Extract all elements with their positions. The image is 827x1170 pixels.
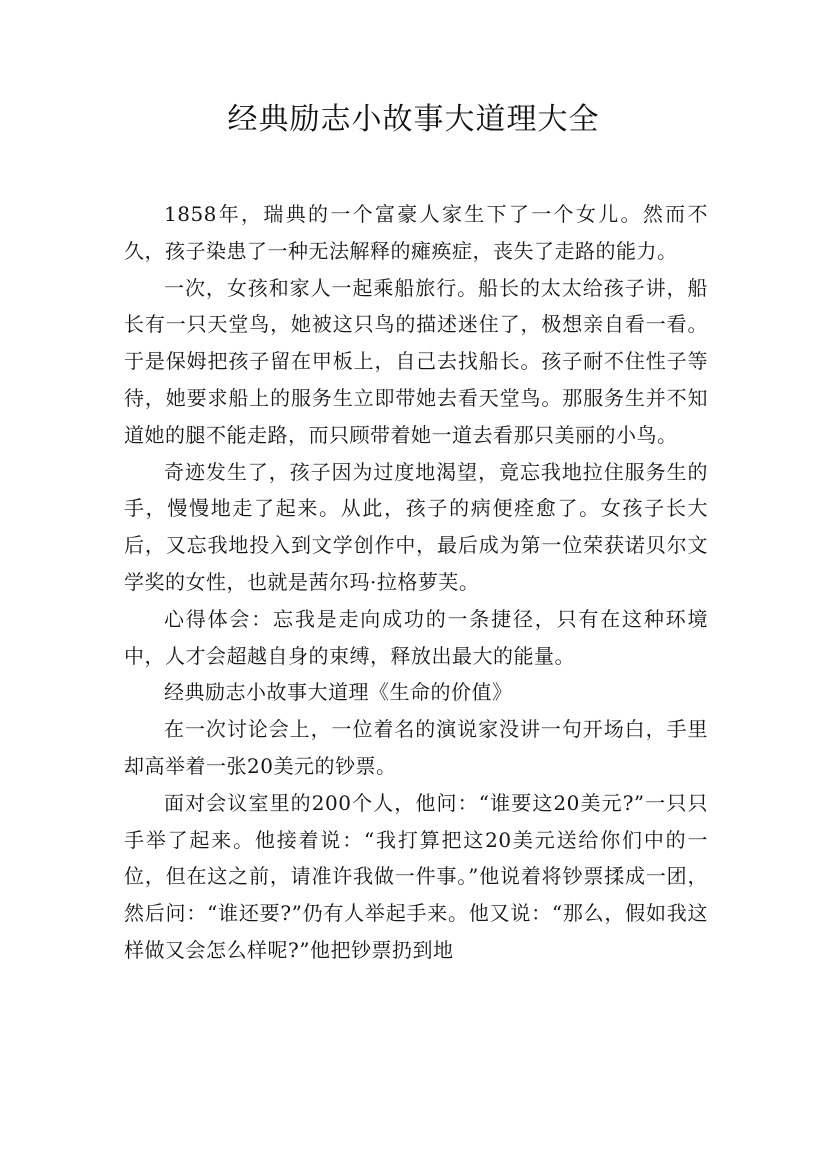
paragraph: 面对会议室里的200个人，他问：“谁要这20美元?”一只只手举了起来。他接着说：“我打算把这20美元送给你们中的一位，但在这之前，请准许我做一件事。”他说着将钞票揉成一团，然后问：“谁还要?”仍有人举起手来。他又说：“那么，假如我这样做又会怎么样呢?”他把钞票扔到地 <box>124 790 708 962</box>
paragraph: 奇迹发生了，孩子因为过度地渴望，竟忘我地拉住服务生的手，慢慢地走了起来。从此，孩子的病便痊愈了。女孩子长大后，又忘我地投入到文学创作中，最后成为第一位荣获诺贝尔文学奖的女性，也就是茜尔玛·拉格萝芙。 <box>124 459 708 594</box>
document-body <box>124 196 708 969</box>
paragraph: 在一次讨论会上，一位着名的演说家没讲一句开场白，手里却高举着一张20美元的钞票。 <box>124 717 708 778</box>
section-heading: 经典励志小故事大道理《生命的价值》 <box>164 680 513 705</box>
paragraph: 一次，女孩和家人一起乘船旅行。船长的太太给孩子讲，船长有一只天堂鸟，她被这只鸟的描述迷住了，极想亲自看一看。于是保姆把孩子留在甲板上，自己去找船长。孩子耐不住性子等待，她要求船上的服务生立即带她去看天堂鸟。那服务生并不知道她的腿不能走路，而只顾带着她一道去看那只美丽的小鸟。 <box>124 275 708 447</box>
page-title: 经典励志小故事大道理大全 <box>227 102 600 137</box>
paragraph: 1858年，瑞典的一个富豪人家生下了一个女儿。然而不久，孩子染患了一种无法解释的瘫痪症，丧失了走路的能力。 <box>124 202 708 263</box>
paragraph: 心得体会：忘我是走向成功的一条捷径，只有在这种环境中，人才会超越自身的束缚，释放出最大的能量。 <box>124 606 708 668</box>
